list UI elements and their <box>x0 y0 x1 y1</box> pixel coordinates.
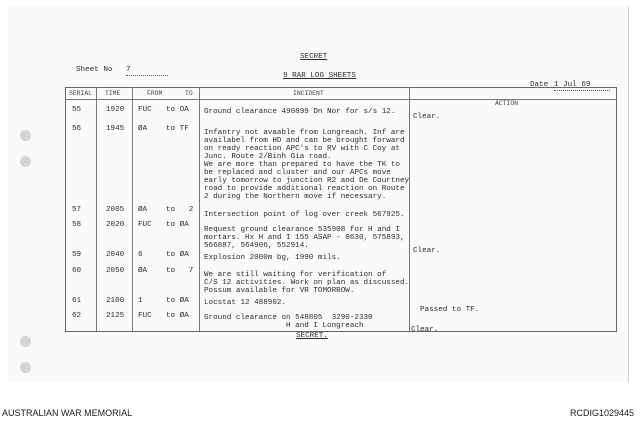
entry-time: 2125 <box>106 312 125 320</box>
punch-hole <box>20 336 31 347</box>
entry-serial: 56 <box>72 125 82 133</box>
entry-time: 2020 <box>106 221 125 229</box>
column-header-action: ACTION <box>495 100 519 107</box>
column-divider <box>132 87 133 331</box>
log-title: 9 RAR LOG SHEETS <box>283 72 356 80</box>
entry-from: 6 <box>138 251 143 259</box>
entry-time: 1920 <box>106 106 125 114</box>
secret-heading: SECRET <box>300 53 328 61</box>
entry-action: Clear. <box>413 113 441 121</box>
entry-time: 2100 <box>106 297 125 305</box>
entry-to: to ØA <box>166 312 189 320</box>
entry-to: to OA <box>166 106 189 114</box>
entry-incident-line: Possum available for VR TOMORROW. <box>204 287 355 295</box>
entry-incident-line: Ground clearance 490899 Dn Nor for s/s 12. <box>204 108 396 116</box>
column-header-time: TIME <box>105 90 121 97</box>
entry-to: to 7 <box>166 267 194 275</box>
entry-incident-line: 566887, 564906, 552914. <box>204 242 309 250</box>
archive-name: AUSTRALIAN WAR MEMORIAL <box>2 408 133 418</box>
punch-hole <box>20 156 31 167</box>
entry-incident-line: We are more than prepared to have the TK to <box>204 161 400 169</box>
entry-to: to TF <box>166 125 189 133</box>
entry-time: 2050 <box>106 267 125 275</box>
entry-incident-line: road to provide additional reaction on Route <box>204 185 405 193</box>
entry-from: FUC <box>138 106 152 114</box>
entry-to: to 2 <box>166 206 194 214</box>
entry-incident-line: Infantry not avaable from Longreach. Inf are <box>204 129 405 137</box>
secret-footer-mark: SECRET. <box>296 332 328 340</box>
entry-incident-line: Explosion 2000m bg, 1990 mils. <box>204 254 341 262</box>
archive-record-id: RCDIG1029445 <box>569 408 634 418</box>
entry-serial: 61 <box>72 297 82 305</box>
entry-incident-line: C/S 12 activities. Work on plan as discussed. <box>204 279 410 287</box>
entry-action: Clear. <box>411 326 439 334</box>
entry-serial: 60 <box>72 267 82 275</box>
entry-incident-line: be replaced and cluster and our APCs move <box>204 169 391 177</box>
entry-to: to ØA <box>166 297 189 305</box>
entry-to: to ØA <box>166 251 189 259</box>
entry-from: ØA <box>138 206 148 214</box>
entry-incident-line: Request ground clearance 535908 for H and I <box>204 226 400 234</box>
entry-incident-line: availabel from HD and can be brought forward <box>204 137 405 145</box>
entry-time: 1945 <box>106 125 125 133</box>
column-header-from: FROM <box>147 90 163 97</box>
entry-from: FUC <box>138 221 152 229</box>
entry-serial: 57 <box>72 206 82 214</box>
column-divider <box>96 87 97 331</box>
entry-serial: 55 <box>72 106 82 114</box>
entry-incident-line: on ready reaction APC's to RV with C Coy at <box>204 145 400 153</box>
date-value: 1 Jul 69 <box>554 82 610 91</box>
entry-to: to ØA <box>166 221 189 229</box>
entry-action: Passed to TF. <box>420 306 480 314</box>
entry-from: 1 <box>138 297 143 305</box>
entry-action: Clear. <box>413 247 441 255</box>
sheet-number: 7 <box>126 67 168 76</box>
entry-incident-line: Junc. Route 2/Binh Gia road. <box>204 153 332 161</box>
column-divider <box>409 87 410 331</box>
entry-time: 2040 <box>106 251 125 259</box>
entry-time: 2005 <box>106 206 125 214</box>
archive-footer <box>0 404 640 422</box>
header-divider <box>65 99 616 100</box>
entry-from: ØA <box>138 125 148 133</box>
punch-hole <box>20 362 31 373</box>
entry-serial: 58 <box>72 221 82 229</box>
column-header-to: TO <box>185 90 193 97</box>
sheet-number-label: Sheet No <box>76 66 113 74</box>
entry-incident-line: We are still waiting for verification of <box>204 271 387 279</box>
date-label: Date <box>530 81 549 89</box>
entry-from: ØA <box>138 267 148 275</box>
entry-incident-line: H and I Longreach <box>204 322 364 330</box>
entry-incident-line: 2 during the Northern move if necessary. <box>204 193 387 201</box>
column-header-serial: SERIAL <box>69 90 93 97</box>
entry-incident-line: mortars. Hx H and I 155 ASAP - 0630, 575893, <box>204 234 405 242</box>
column-header-incident: INCIDENT <box>293 90 324 97</box>
entry-from: FUC <box>138 312 152 320</box>
log-sheet-page <box>8 6 629 382</box>
entry-incident-line: Ground clearance on 548805 3290-2330 <box>204 314 373 322</box>
entry-serial: 59 <box>72 251 82 259</box>
entry-incident-line: early tomorrow to junction R2 and De Courtney <box>204 177 410 185</box>
entry-serial: 62 <box>72 312 82 320</box>
entry-incident-line: Locstat 12 488902. <box>204 299 287 307</box>
column-divider <box>199 87 200 331</box>
punch-hole <box>20 130 31 141</box>
entry-incident-line: Intersection point of log over creek 567925. <box>204 211 405 219</box>
